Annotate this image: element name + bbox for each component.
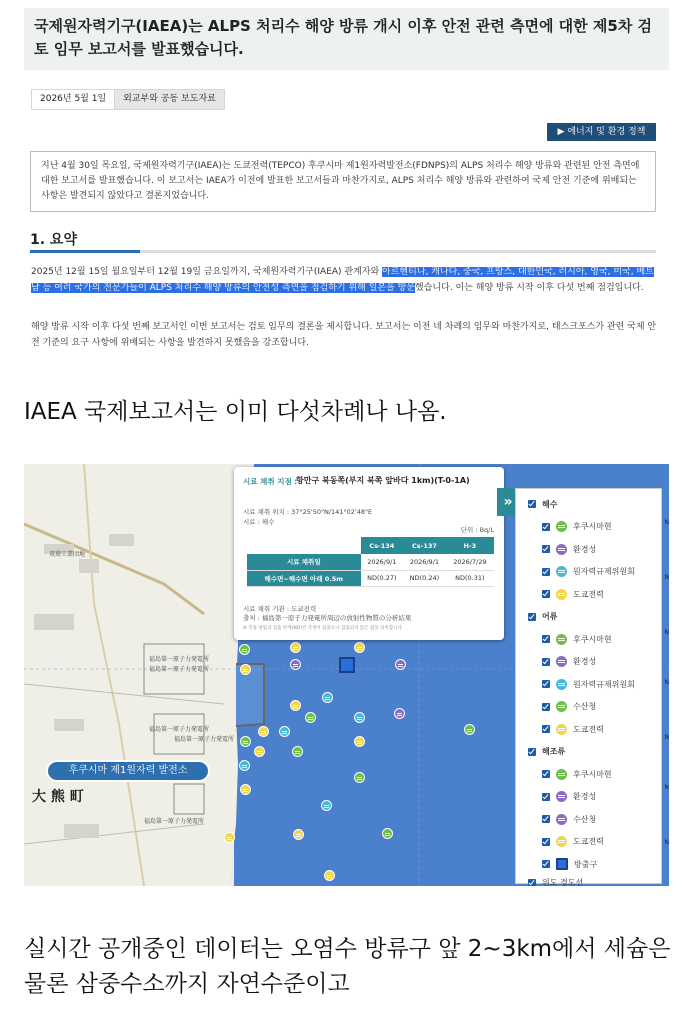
- checkbox-icon[interactable]: [542, 860, 550, 868]
- sampling-point-marker[interactable]: [290, 659, 301, 670]
- checkbox-icon[interactable]: [542, 703, 550, 711]
- checkbox-icon[interactable]: [542, 680, 550, 688]
- paragraph-1: [31, 265, 657, 296]
- release-source: 외교부와 공동 보도자료: [115, 89, 225, 110]
- sample-info-popup: [234, 467, 504, 640]
- results-header-row: [247, 537, 494, 554]
- checkbox-icon[interactable]: [542, 815, 550, 823]
- checkbox-icon[interactable]: [542, 523, 550, 531]
- legend-item-gridlines[interactable]: [528, 876, 655, 887]
- sampling-point-marker[interactable]: [290, 642, 301, 653]
- legend-item[interactable]: [528, 565, 655, 579]
- town-label: 大 熊 町: [32, 789, 84, 805]
- results-cell: ND(0.31): [446, 570, 494, 586]
- checkbox-icon[interactable]: [542, 545, 550, 553]
- sample-type: 시료 : 해수: [243, 518, 275, 526]
- sample-source: 출처 : 福島第一原子力発電所周辺の放射性物質の分析結果: [243, 614, 412, 622]
- checkbox-icon[interactable]: [542, 590, 550, 598]
- results-header-blank: [247, 537, 361, 554]
- results-table: [247, 537, 494, 587]
- legend-panel: [515, 488, 662, 884]
- north-mark: N: [664, 734, 669, 741]
- checkbox-icon[interactable]: [542, 658, 550, 666]
- sample-agency: 시료 채취 기관 : 도쿄전력: [243, 605, 317, 613]
- sample-point-name: 항만구 북동쪽(부지 북쪽 앞바다 1km)(T-0-1A): [296, 476, 470, 485]
- map-label: 福島第一原子力発電所: [149, 656, 210, 663]
- map-label: 福島第一原子力発電所: [174, 736, 235, 743]
- outfall-icon: [556, 858, 568, 870]
- legend-item-label: 원자력규제위원회: [573, 567, 635, 576]
- checkbox-icon[interactable]: [528, 500, 536, 508]
- legend-item-label: 환경성: [573, 657, 597, 666]
- legend-item-label: 후쿠시마현: [573, 634, 612, 644]
- sampling-point-marker[interactable]: [354, 712, 365, 723]
- north-mark: N: [664, 679, 669, 686]
- map-label: 福島第一原子力発電所: [149, 666, 210, 673]
- legend-item-label: 후쿠시마현: [573, 769, 612, 779]
- seaweed-marker-icon: [556, 836, 567, 847]
- sampling-point-marker[interactable]: [254, 746, 265, 757]
- sampling-point-marker[interactable]: [321, 800, 332, 811]
- legend-item[interactable]: [528, 542, 655, 556]
- legend-item-label: 위도 경도선: [542, 878, 584, 886]
- legend-item[interactable]: [528, 587, 655, 601]
- sampling-point-marker[interactable]: [279, 726, 290, 737]
- sampling-point-marker[interactable]: [240, 664, 251, 675]
- sampling-point-marker[interactable]: [324, 870, 335, 881]
- date-row: [31, 89, 225, 110]
- map-label: 福島第一原子力発電所: [149, 726, 210, 733]
- legend-item-label: 환경성: [573, 544, 597, 554]
- plant-label[interactable]: 후쿠시마 제1원자력 발전소: [46, 760, 210, 782]
- legend-group-seawater[interactable]: [528, 497, 655, 511]
- results-row-label: 해수면~해수면 아래 0.5m: [247, 570, 361, 586]
- section-underline: [30, 250, 140, 253]
- map-label: 双葉工業団地: [49, 551, 86, 558]
- map-label: 福島第一原子力発電所: [144, 818, 205, 825]
- checkbox-icon[interactable]: [542, 770, 550, 778]
- legend-item[interactable]: [528, 722, 655, 736]
- legend-group-label: 해조류: [542, 747, 566, 756]
- sampling-point-marker[interactable]: [305, 712, 316, 723]
- legend-item-label: 환경성: [573, 792, 597, 801]
- legend-item-label: 도쿄전력: [573, 589, 604, 599]
- paragraph-1-end: 했습니다. 이는 해양 방류 시작 이후 다섯 번째 점검입니다.: [415, 282, 644, 293]
- sampling-point-marker[interactable]: [240, 784, 251, 795]
- results-cell: 2026/9/1: [361, 554, 404, 570]
- checkbox-icon[interactable]: [542, 725, 550, 733]
- sampling-point-marker[interactable]: [394, 708, 405, 719]
- legend-item[interactable]: [528, 835, 655, 849]
- sampling-point-marker[interactable]: [239, 760, 250, 771]
- category-button[interactable]: ▶ 에너지 및 환경 정책: [547, 123, 656, 141]
- legend-item-label: 도쿄전력: [573, 837, 604, 846]
- fish-marker-icon: [556, 724, 567, 735]
- results-cell: ND(0.27): [361, 570, 404, 586]
- monitoring-map[interactable]: [24, 464, 669, 886]
- results-date-row: [247, 554, 494, 570]
- checkbox-icon[interactable]: [542, 568, 550, 576]
- legend-item-label: 원자력규제위원회: [573, 679, 635, 689]
- north-mark: N: [664, 784, 669, 791]
- legend-item[interactable]: [528, 632, 655, 646]
- sampling-point-marker[interactable]: [354, 772, 365, 783]
- sampling-point-marker[interactable]: [224, 832, 235, 843]
- sample-org: [243, 605, 411, 623]
- legend-group-label: 어류: [542, 612, 558, 621]
- sampling-point-marker[interactable]: [322, 692, 333, 703]
- sampling-point-marker[interactable]: [354, 642, 365, 653]
- checkbox-icon[interactable]: [528, 613, 536, 621]
- north-mark: N: [664, 574, 669, 581]
- results-row-label: 시료 채취일: [247, 554, 361, 570]
- sampling-point-marker[interactable]: [239, 644, 250, 655]
- sample-meta: [243, 507, 372, 527]
- north-mark: N: [664, 629, 669, 636]
- legend-item-outfall[interactable]: [528, 857, 655, 871]
- legend-item[interactable]: [528, 677, 655, 691]
- legend-item-label: 도쿄전력: [573, 724, 604, 734]
- release-date: 2026년 5월 1일: [31, 89, 115, 110]
- sampling-point-marker[interactable]: [395, 659, 406, 670]
- north-mark: N: [664, 519, 669, 526]
- results-header: H-3: [446, 537, 494, 554]
- seaweed-marker-icon: [556, 769, 567, 780]
- checkbox-icon[interactable]: [542, 635, 550, 643]
- seaweed-marker-icon: [556, 791, 567, 802]
- legend-item-label: 후쿠시마현: [573, 522, 612, 531]
- seaweed-marker-icon: [556, 814, 567, 825]
- fish-marker-icon: [556, 701, 567, 712]
- seawater-marker-icon: [556, 521, 567, 532]
- legend-item[interactable]: [528, 767, 655, 781]
- caption-1: IAEA 국제보고서는 이미 다섯차례나 나옴.: [24, 399, 447, 425]
- results-cell: 2026/9/1: [403, 554, 446, 570]
- sampling-point-marker[interactable]: [293, 829, 304, 840]
- results-header: Cs-134: [361, 537, 404, 554]
- seawater-marker-icon: [556, 589, 567, 600]
- caption-2: 실시간 공개중인 데이터는 오염수 방류구 앞 2~3km에서 세슘은 물론 삼중수소까지 자연수준이고: [24, 936, 671, 997]
- checkbox-icon[interactable]: [528, 748, 536, 756]
- legend-item[interactable]: [528, 812, 655, 826]
- paragraph-2: 해양 방류 시작 이후 다섯 번째 보고서인 이번 보고서는 검토 임무의 결론을 제시합니다. 보고서는 이전 네 차례의 임무와 마찬가지로, 태스크포스가 관련 국제 안전 기준의 요구 사항에 위배되는 사항을 발견하지 못했음을 강조합니다.: [31, 322, 657, 348]
- seawater-marker-icon: [556, 566, 567, 577]
- sampling-point-marker[interactable]: [258, 726, 269, 737]
- paragraph-1-start: 2025년 12월 15일 월요일부터 12월 19일 금요일까지, 국제원자력기구(IAEA) 관계자와: [31, 267, 383, 277]
- summary-box: 지난 4월 30일 목요일, 국제원자력기구(IAEA)는 도쿄전력(TEPCO) 후쿠시마 제1원자력발전소(FDNPS)의 ALPS 처리수 해양 방류와 관련된 안전 측면에 대한 보고서를 발표했습니다. 이 보고서는 IAEA가 이전에 발표한 보고서들과 마찬가지로, ALPS 처리수 해양 방류와 관련하여 국제 안전 기준에 위배되는 사항은 발견되지 않았다고 결론지었습니다.: [30, 151, 656, 212]
- fish-marker-icon: [556, 679, 567, 690]
- sampling-point-marker[interactable]: [240, 736, 251, 747]
- north-mark: N: [664, 839, 669, 846]
- legend-item[interactable]: [528, 790, 655, 804]
- sampling-point-marker[interactable]: [382, 828, 393, 839]
- legend-item-label: 방출구: [574, 859, 598, 869]
- article-title: 국제원자력기구(IAEA)는 ALPS 처리수 해양 방류 개시 이후 안전 관련 측면에 대한 제5차 검토 임무 보고서를 발표했습니다.: [34, 17, 653, 58]
- selected-text[interactable]: 아르헨티나, 캐나다, 중국, 프랑스, 대한민국, 러시아, 영국, 미국, 베트남 등 여러 국가의 전문가들이 ALPS 처리수 해양 방류의 안전성 측면을 점검하기 위해 일본을 방문: [31, 267, 654, 293]
- results-value-row: [247, 570, 494, 586]
- sample-fine-print: ※ 측정 방법과 검출 한계(ND)란 측정이 되었으나 검출되지 않은 값을 의미합니다.: [243, 626, 404, 631]
- seawater-marker-icon: [556, 544, 567, 555]
- expand-panel-button[interactable]: »: [497, 488, 519, 516]
- article-title-box: [24, 8, 669, 70]
- legend-group-label: 해수: [542, 499, 558, 509]
- sampling-point-marker[interactable]: [290, 700, 301, 711]
- legend-item[interactable]: [528, 700, 655, 714]
- legend-group-seaweed[interactable]: [528, 745, 655, 759]
- section-heading: [30, 229, 656, 253]
- sampling-point-marker[interactable]: [354, 736, 365, 747]
- results-cell: ND(0.24): [403, 570, 446, 586]
- checkbox-icon[interactable]: [542, 838, 550, 846]
- outfall-marker[interactable]: [339, 657, 355, 673]
- checkbox-icon[interactable]: [528, 879, 536, 887]
- fish-marker-icon: [556, 634, 567, 645]
- sampling-point-marker[interactable]: [464, 724, 475, 735]
- results-cell: 2026/7/29: [446, 554, 494, 570]
- results-header: Cs-137: [403, 537, 446, 554]
- legend-item-label: 수산청: [573, 814, 597, 824]
- sample-location: 시료 채취 위치 : 37°25'50"N/141°02'48"E: [243, 508, 373, 516]
- legend-item-label: 수산청: [573, 702, 597, 711]
- legend-item[interactable]: [528, 520, 655, 534]
- checkbox-icon[interactable]: [542, 793, 550, 801]
- sample-point-key: 시료 채취 지점 :: [243, 477, 298, 486]
- sample-unit: 단위 : Bq/L: [460, 526, 494, 534]
- legend-item[interactable]: [528, 655, 655, 669]
- section-heading-text: 1. 요약: [30, 232, 77, 248]
- fish-marker-icon: [556, 656, 567, 667]
- legend-group-fish[interactable]: [528, 610, 655, 624]
- sampling-point-marker[interactable]: [292, 746, 303, 757]
